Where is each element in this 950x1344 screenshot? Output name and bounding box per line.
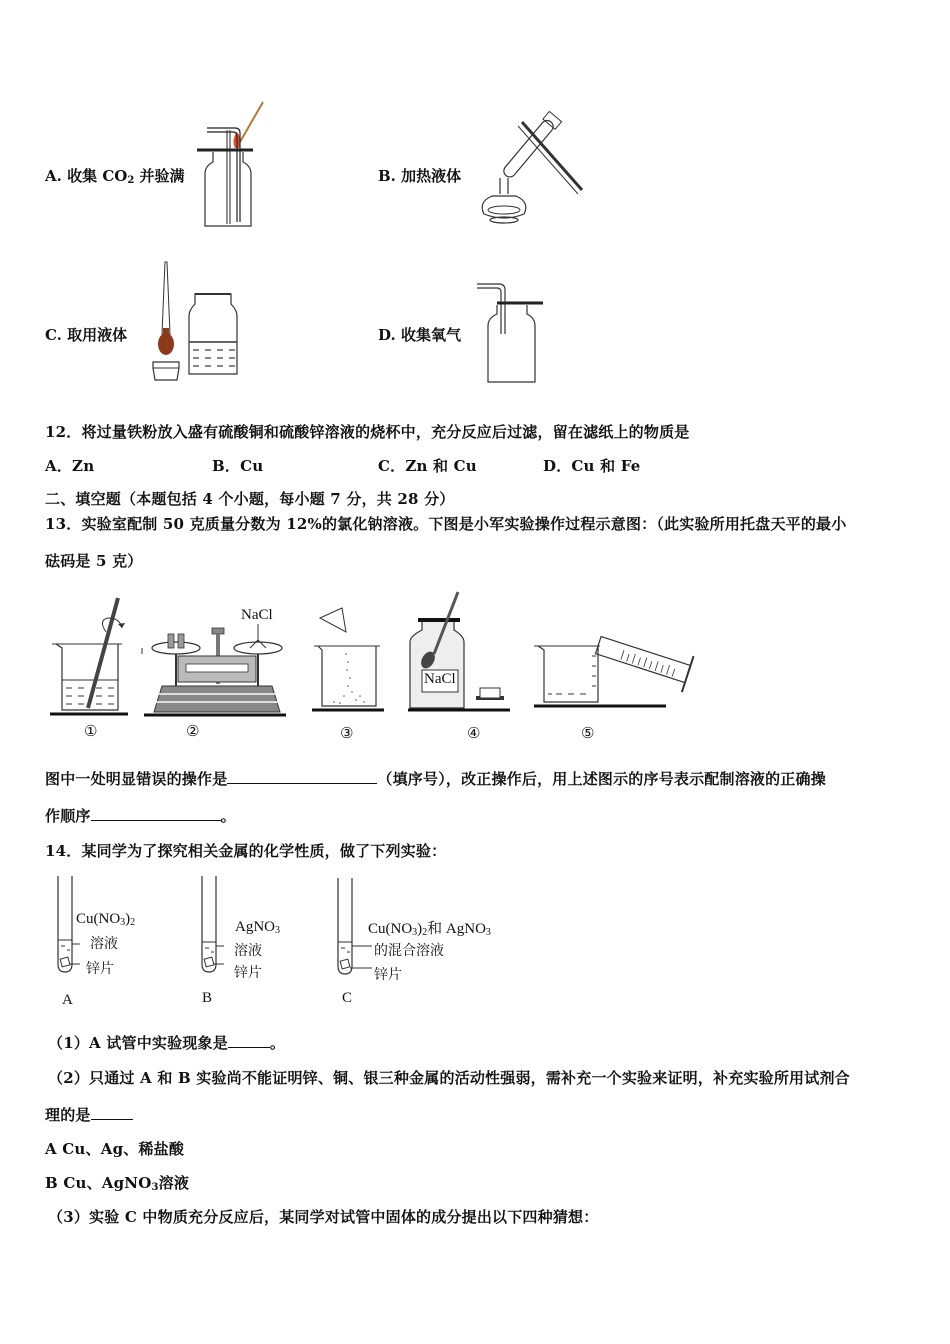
option-letter: B. — [378, 167, 396, 185]
option-text: 取用液体 — [67, 326, 128, 344]
option-d — [378, 324, 461, 345]
question-13-stem-line2: 砝码是 5 克） — [45, 552, 143, 570]
tube-a-solution: 溶液 — [90, 936, 118, 952]
subscript: 3 — [412, 927, 418, 938]
q14-choice-b — [45, 1172, 189, 1193]
option-letter: C. — [45, 326, 62, 344]
tube-b-label: B — [202, 990, 213, 1006]
q14-sub3: （3）实验 C 中物质充分反应后，某同学对试管中固体的成分提出以下四种猜想： — [48, 1208, 599, 1226]
test-tube-b — [198, 876, 238, 976]
prompt-text: （1）A 试管中实验现象是 — [48, 1034, 228, 1052]
nacl-label: NaCl — [241, 607, 273, 623]
q14-sub2-line1: （2）只通过 A 和 B 实验尚不能证明锌、铜、银三种金属的活动性强弱，需补充一个实验来证明，补充实验所用试剂合 — [48, 1069, 850, 1087]
question-12-stem: 12．将过量铁粉放入盛有硫酸铜和硫酸锌溶液的烧杯中，充分反应后过滤，留在滤纸上的物质是 — [45, 423, 690, 441]
subscript: 2 — [127, 175, 135, 186]
option-text: Cu 和 Fe — [571, 457, 641, 475]
figure-label-3: ③ — [340, 724, 354, 742]
subscript: 2 — [422, 927, 428, 938]
tube-b-metal: 锌片 — [234, 965, 262, 981]
option-text: Cu — [240, 457, 264, 475]
heating-liquid-figure — [470, 110, 590, 240]
option-letter: A. — [45, 167, 62, 185]
answer-blank-reagent[interactable] — [91, 1105, 133, 1120]
q12-option-a — [45, 455, 94, 476]
answer-blank-order[interactable] — [91, 806, 221, 821]
option-text: 加热液体 — [401, 167, 462, 185]
option-letter: A — [45, 1140, 57, 1158]
option-a — [45, 165, 185, 186]
question-13-stem-line1: 13．实验室配制 50 克质量分数为 12%的氯化钠溶液。下图是小军实验操作过程示意图：（此实验所用托盘天平的最小 — [45, 515, 847, 533]
subscript: 2 — [130, 917, 136, 928]
q14-choice-a — [45, 1138, 184, 1159]
tube-b-solution: 溶液 — [234, 943, 262, 959]
figure-label-4: ④ — [467, 724, 481, 742]
option-letter: C． — [378, 457, 406, 475]
nacl-bottle-label: NaCl — [424, 671, 456, 687]
q12-option-b — [212, 455, 263, 476]
figure-3-pouring-salt — [312, 606, 388, 716]
tube-b-reagent — [235, 919, 280, 936]
q14-sub2-line2 — [45, 1104, 133, 1125]
tube-c-label: C — [342, 990, 353, 1006]
question-14-stem: 14．某同学为了探究相关金属的化学性质，做了下列实验： — [45, 842, 447, 860]
figure-5-cylinder-pouring — [534, 622, 700, 714]
prompt-text: 理的是 — [45, 1106, 91, 1124]
subscript: 3 — [120, 917, 126, 928]
option-text: 并验满 — [134, 167, 185, 185]
reagent-text: ) — [125, 911, 131, 927]
tube-c-solution: 的混合溶液 — [374, 943, 444, 959]
prompt-text: 图中一处明显错误的操作是 — [45, 770, 228, 788]
answer-blank-phenomenon[interactable] — [228, 1033, 270, 1048]
question-13-prompt — [45, 768, 826, 789]
q12-option-c — [378, 455, 477, 476]
reagent-text: Cu(NO — [76, 911, 121, 927]
tube-c-metal: 锌片 — [374, 967, 402, 983]
dropper-and-reagent-bottle-figure — [145, 262, 245, 382]
q12-option-d — [543, 455, 640, 476]
option-b — [378, 165, 461, 186]
option-letter: D. — [378, 326, 396, 344]
figure-label-2: ② — [186, 722, 200, 740]
option-letter: B． — [212, 457, 241, 475]
option-text: Zn — [72, 457, 95, 475]
tube-a-metal: 锌片 — [86, 961, 114, 977]
reagent-text: ) — [417, 921, 423, 937]
prompt-text: 。 — [269, 1034, 286, 1052]
question-13-prompt-line2 — [45, 805, 236, 826]
tube-a-label: A — [62, 992, 73, 1008]
subscript: 3 — [485, 927, 491, 938]
oxygen-collection-bottle-figure — [475, 278, 555, 388]
option-text: Zn 和 Cu — [405, 457, 477, 475]
prompt-text: 。 — [220, 807, 236, 825]
option-text: 溶液 — [158, 1174, 190, 1192]
reagent-text: 和 AgNO — [427, 921, 486, 937]
reagent-text: Cu(NO — [368, 921, 413, 937]
option-letter: D． — [543, 457, 572, 475]
option-c — [45, 324, 127, 345]
option-text: 收集 CO — [67, 167, 128, 185]
figure-1-stirring-beaker — [50, 596, 130, 720]
subscript: 3 — [275, 925, 280, 936]
subscript: 3 — [151, 1182, 159, 1193]
section-heading: 二、填空题（本题包括 4 个小题，每小题 7 分，共 28 分） — [45, 490, 455, 508]
prompt-text: （填序号），改正操作后，用上述图示的序号表示配制溶液的正确操 — [377, 770, 826, 788]
reagent-text: AgNO — [235, 919, 275, 935]
q14-sub1 — [48, 1032, 285, 1053]
option-text: 收集氧气 — [400, 326, 461, 344]
prompt-text: 作顺序 — [45, 807, 91, 825]
option-letter: A． — [45, 457, 73, 475]
option-letter: B — [45, 1174, 58, 1192]
tube-a-reagent — [76, 911, 135, 928]
option-text: Cu、AgNO — [63, 1174, 152, 1192]
answer-blank-wrong-step[interactable] — [227, 769, 377, 784]
tube-c-reagent — [368, 917, 491, 938]
option-text: Cu、Ag、稀盐酸 — [62, 1140, 185, 1158]
figure-label-1: ① — [84, 722, 98, 740]
gas-collection-bottle-with-match-figure — [195, 100, 275, 230]
figure-label-5: ⑤ — [581, 724, 595, 742]
figure-4-reagent-bottle-spoon — [404, 590, 514, 716]
